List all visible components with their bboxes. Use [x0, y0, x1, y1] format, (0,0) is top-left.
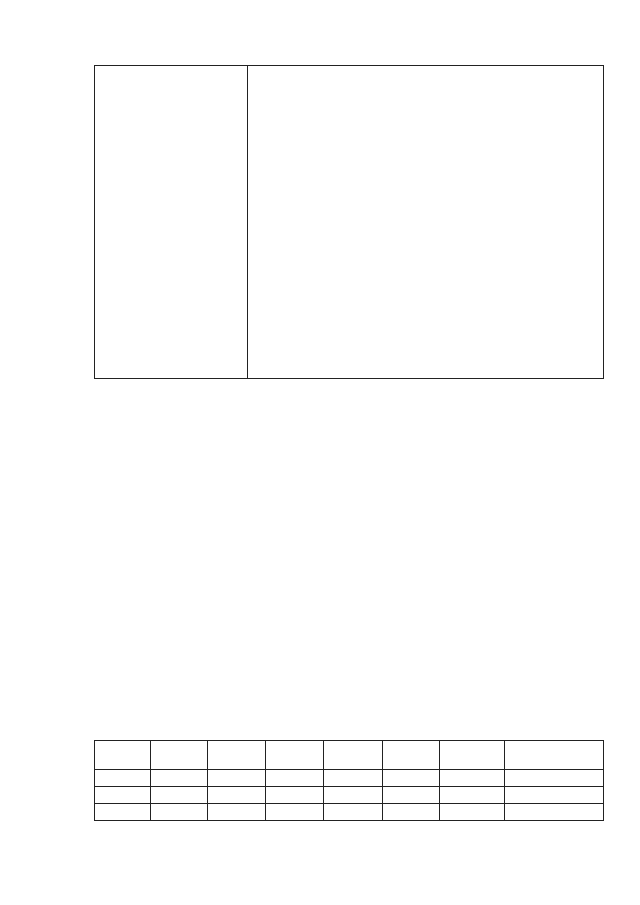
- table-cell: [383, 804, 440, 821]
- table-cell: [440, 787, 505, 804]
- table-cell: [150, 770, 207, 787]
- table-header-row: [95, 741, 604, 770]
- funding-table-fragment: [94, 65, 604, 379]
- table-cell: [207, 787, 265, 804]
- table-cell: [505, 770, 604, 787]
- table-cell: [383, 787, 440, 804]
- header-cell: [207, 741, 265, 770]
- table-cell: [323, 804, 383, 821]
- table-cell: [323, 770, 383, 787]
- table-cell: [150, 804, 207, 821]
- table-cell: [383, 770, 440, 787]
- header-cell: [150, 741, 207, 770]
- table-row: [95, 770, 604, 787]
- table-cell: [440, 770, 505, 787]
- header-cell: [505, 741, 604, 770]
- row-label: [95, 770, 151, 787]
- header-task-number: [95, 741, 151, 770]
- table-cell: [207, 804, 265, 821]
- table-cell: [505, 804, 604, 821]
- table-cell: [150, 787, 207, 804]
- table-cell: [323, 787, 383, 804]
- funding-by-task-table: [94, 740, 604, 821]
- header-cell: [383, 741, 440, 770]
- table-cell: [440, 804, 505, 821]
- table-cell: [505, 787, 604, 804]
- header-cell: [440, 741, 505, 770]
- table-cell: [265, 770, 323, 787]
- table-cell: [207, 770, 265, 787]
- table-row: [95, 804, 604, 821]
- row-label: [95, 787, 151, 804]
- table-cell: [265, 804, 323, 821]
- table-row: [95, 787, 604, 804]
- row-label: [95, 804, 151, 821]
- header-cell: [265, 741, 323, 770]
- header-cell: [323, 741, 383, 770]
- column-divider: [247, 66, 248, 378]
- table-cell: [265, 787, 323, 804]
